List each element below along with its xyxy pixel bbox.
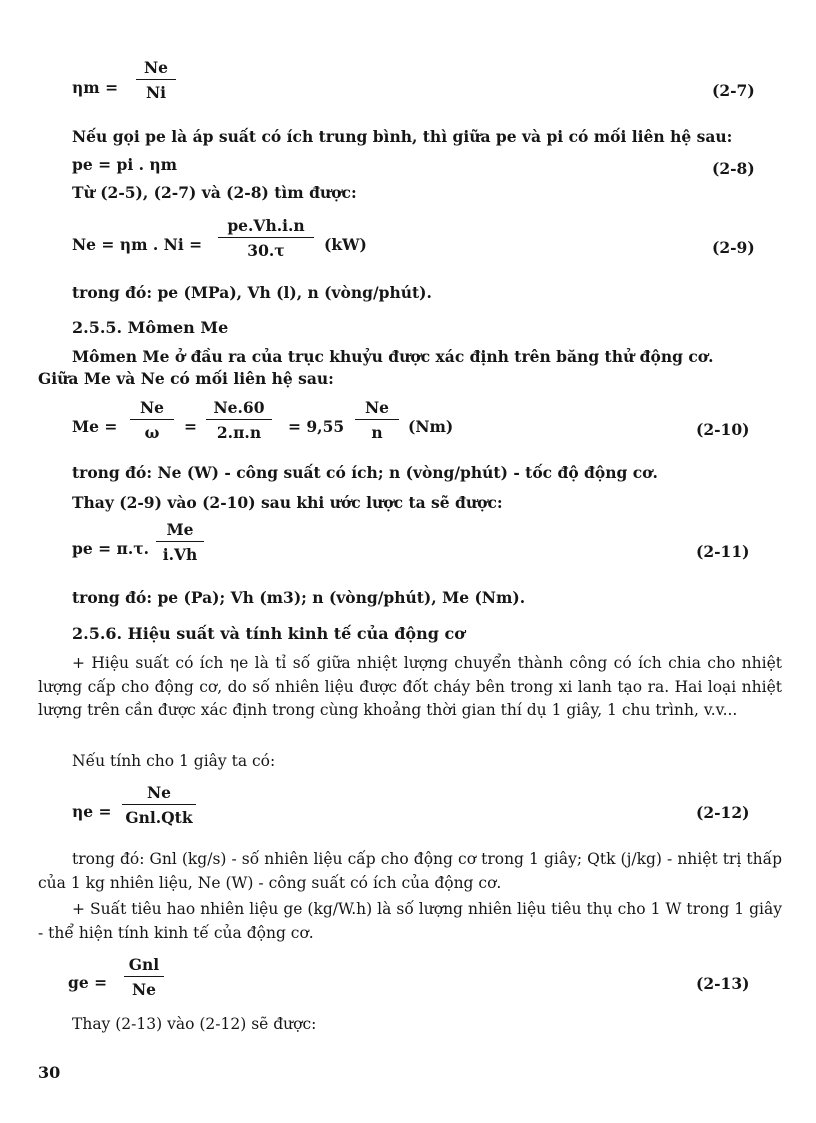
eq210-where-text: trong đó: Ne (W) - công suất có ích; n (vòng/phút) - tốc độ động cơ. [72, 463, 658, 482]
eq211-numerator: Me [166, 520, 194, 539]
eq28-expression: pe = pi . ηm [72, 155, 178, 174]
from-equations-text: Từ (2-5), (2-7) và (2-8) tìm được: [72, 183, 357, 202]
eq212-numerator: Ne [146, 783, 172, 802]
eq27-number: (2-7) [712, 81, 755, 100]
eq27-lhs: ηm = [72, 78, 119, 97]
eq211-number: (2-11) [696, 542, 750, 561]
eq29-numerator: pe.Vh.i.n [227, 216, 305, 235]
eq27-fraction [136, 58, 176, 102]
pe-intro-text: Nếu gọi pe là áp suất có ích trung bình, thì giữa pe và pi có mối liên hệ sau: [72, 127, 733, 146]
eq210-equals-1: = [184, 417, 197, 436]
eq212-denominator: Gnl.Qtk [122, 804, 196, 827]
eq213-fraction [124, 955, 164, 999]
eq29-number: (2-9) [712, 238, 755, 257]
eq211-fraction [156, 520, 204, 564]
eq211-lhs: pe = π.τ. [72, 539, 150, 558]
eq29-lhs: Ne = ηm . Ni = [72, 235, 203, 254]
eq27-numerator: Ne [143, 58, 169, 77]
eq212-lhs: ηe = [72, 802, 112, 821]
eq213-denominator: Ne [124, 976, 164, 999]
eq29-denominator: 30.τ [218, 237, 314, 260]
eq210-unit: (Nm) [408, 417, 454, 436]
eq210-f3-denominator: n [355, 419, 399, 442]
eq27-denominator: Ni [136, 79, 176, 102]
eq211-where-text: trong đó: pe (Pa); Vh (m3); n (vòng/phút), Me (Nm). [72, 588, 526, 607]
page-number: 30 [38, 1063, 61, 1082]
section-heading-efficiency: 2.5.6. Hiệu suất và tính kinh tế của động cơ [72, 624, 465, 643]
eq210-f3-numerator: Ne [364, 398, 390, 417]
eq212-where-text: trong đó: Gnl (kg/s) - số nhiên liệu cấp cho động cơ trong 1 giây; Qtk (j/kg) - nhiệt trị thấp của 1 kg nhiên liệu, Ne (W) - công suất có ích của động cơ. [38, 850, 782, 892]
eq213-numerator: Gnl [128, 955, 160, 974]
eq210-f2-numerator: Ne.60 [213, 398, 265, 417]
me-intro-line2: Giữa Me và Ne có mối liên hệ sau: [38, 369, 334, 388]
eq210-fraction-2 [206, 398, 272, 442]
me-intro-line1: Mômen Me ở đầu ra của trục khuỷu được xác định trên băng thử động cơ. [72, 347, 714, 366]
eq210-fraction-3 [355, 398, 399, 442]
eq212-number: (2-12) [696, 803, 750, 822]
eq210-equals-2: = 9,55 [288, 417, 345, 436]
eq212-fraction [122, 783, 196, 827]
eq210-fraction-1 [130, 398, 174, 442]
eq210-f1-numerator: Ne [139, 398, 165, 417]
per-second-text: Nếu tính cho 1 giây ta có: [72, 752, 276, 770]
eq210-f2-denominator: 2.π.n [206, 419, 272, 442]
eq213-number: (2-13) [696, 974, 750, 993]
substitute-text: Thay (2-9) vào (2-10) sau khi ước lược ta sẽ được: [72, 493, 503, 512]
eq29-fraction [218, 216, 314, 260]
final-substitute-text: Thay (2-13) vào (2-12) sẽ được: [72, 1015, 317, 1033]
eq210-f1-denominator: ω [130, 419, 174, 442]
fuel-consumption-paragraph: + Suất tiêu hao nhiên liệu ge (kg/W.h) là số lượng nhiên liệu tiêu thụ cho 1 W trong 1 giây - thể hiện tính kinh tế của động cơ. [38, 900, 782, 942]
efficiency-paragraph: + Hiệu suất có ích ηe là tỉ số giữa nhiệt lượng chuyển thành công có ích chia cho nhiệt lượng cấp cho động cơ, do số nhiên liệu được đốt cháy bên trong xi lanh tạo ra. Hai loại nhiệt lượng trên cần được xác định trong cùng khoảng thời gian thí dụ 1 giây, 1 chu trình, v.v... [38, 654, 782, 719]
eq29-unit: (kW) [324, 235, 367, 254]
eq210-lhs: Me = [72, 417, 118, 436]
eq28-number: (2-8) [712, 159, 755, 178]
eq213-lhs: ge = [68, 973, 108, 992]
eq211-denominator: i.Vh [156, 541, 204, 564]
section-heading-mome: 2.5.5. Mômen Me [72, 318, 229, 337]
eq29-where-text: trong đó: pe (MPa), Vh (l), n (vòng/phút). [72, 283, 432, 302]
eq210-number: (2-10) [696, 420, 750, 439]
